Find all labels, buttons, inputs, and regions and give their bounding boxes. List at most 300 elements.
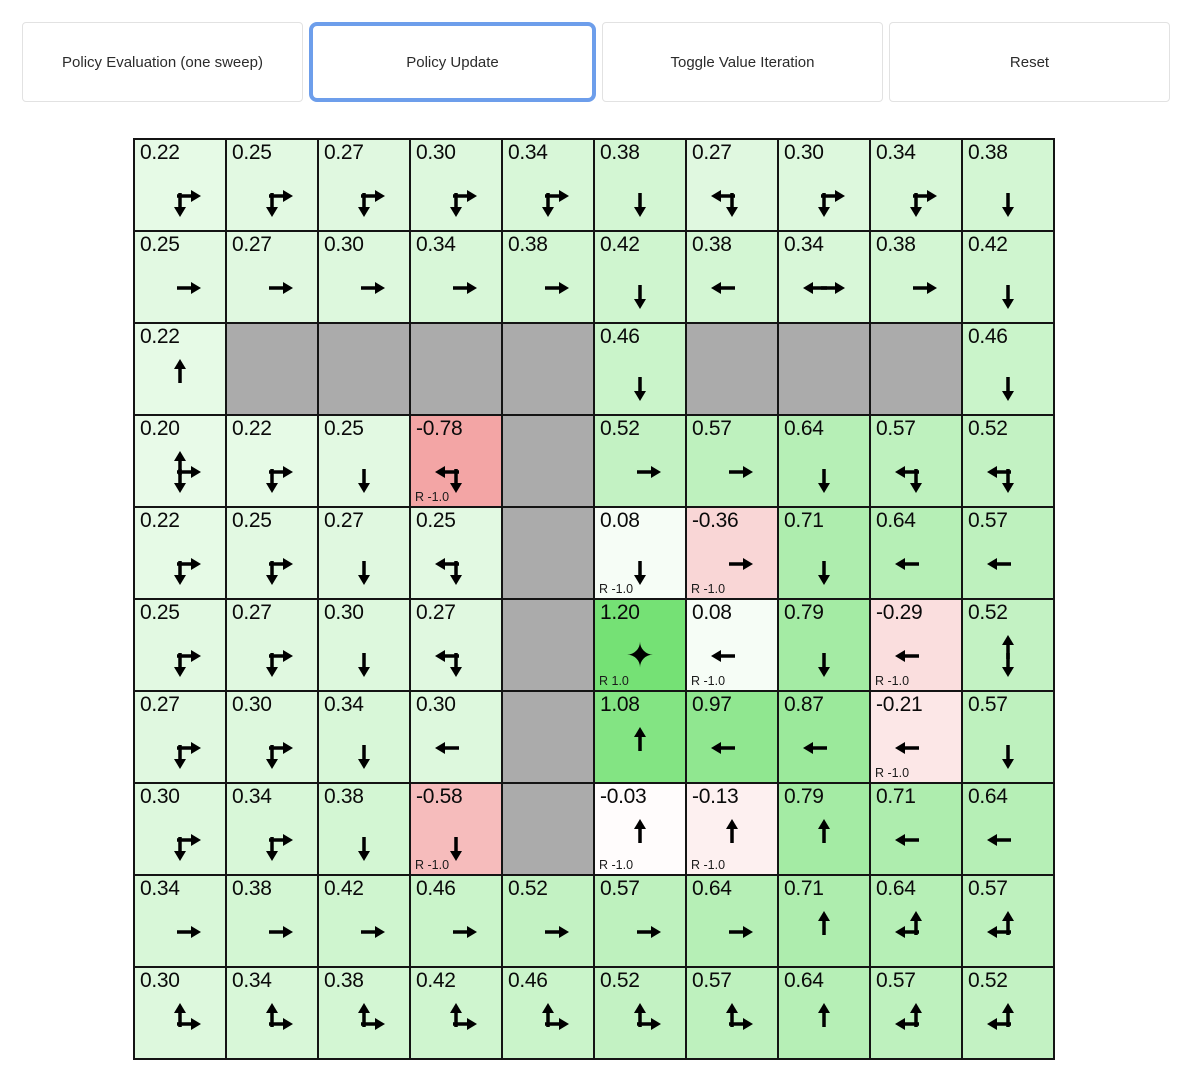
- policy-arrows: [871, 806, 961, 874]
- cell-value: 0.57: [968, 509, 1008, 532]
- policy-arrow-icon: [340, 264, 388, 312]
- policy-arrow-icon: [708, 448, 756, 496]
- cell-value: 0.57: [968, 877, 1008, 900]
- policy-arrow-icon: [892, 172, 940, 220]
- policy-evaluation-button[interactable]: Policy Evaluation (one sweep): [22, 22, 303, 102]
- policy-arrow-icon: [432, 264, 480, 312]
- policy-arrows: [503, 990, 593, 1058]
- policy-arrow-icon: [616, 724, 664, 772]
- grid-cell: [870, 967, 962, 1059]
- policy-arrows: [319, 622, 409, 690]
- policy-arrow-icon: [984, 632, 1032, 680]
- policy-arrows: [871, 438, 961, 506]
- cell-value: 0.46: [600, 325, 640, 348]
- cell-value: 0.46: [416, 877, 456, 900]
- cell-value: 0.30: [140, 785, 180, 808]
- grid-cell: [594, 691, 686, 783]
- policy-arrows: [319, 806, 409, 874]
- policy-arrows: [779, 898, 869, 966]
- policy-arrow-icon: [616, 908, 664, 956]
- grid-cell: [226, 231, 318, 323]
- policy-arrow-icon: [340, 908, 388, 956]
- policy-arrow-icon: [432, 1000, 480, 1048]
- grid-cell: [870, 139, 962, 231]
- policy-arrow-icon: [984, 540, 1032, 588]
- policy-arrow-icon: [524, 1000, 572, 1048]
- grid-cell: [318, 875, 410, 967]
- grid-cell: [962, 507, 1054, 599]
- policy-arrows: [779, 254, 869, 322]
- wall-cell: [502, 599, 594, 691]
- policy-arrow-icon: [616, 356, 664, 404]
- policy-arrows: [411, 990, 501, 1058]
- cell-value: 0.34: [784, 233, 824, 256]
- cell-value: 0.30: [140, 969, 180, 992]
- policy-arrow-icon: [156, 448, 204, 496]
- policy-arrows: [503, 162, 593, 230]
- policy-arrow-icon: [800, 816, 848, 864]
- policy-arrows: [963, 990, 1053, 1058]
- policy-arrow-icon: [892, 908, 940, 956]
- cell-value: 0.08: [692, 601, 732, 624]
- cell-value: 0.30: [324, 601, 364, 624]
- grid-cell: [870, 415, 962, 507]
- policy-arrows: [595, 438, 685, 506]
- policy-arrow-icon: [156, 724, 204, 772]
- policy-arrow-icon: [800, 264, 848, 312]
- policy-arrows: [779, 714, 869, 782]
- policy-arrows: [227, 714, 317, 782]
- grid-cell: [686, 783, 778, 875]
- grid-cell: [870, 231, 962, 323]
- cell-value: 0.27: [232, 233, 272, 256]
- grid-cell: [318, 599, 410, 691]
- cell-value: 0.71: [784, 509, 824, 532]
- cell-reward-label: R 1.0: [599, 674, 629, 688]
- policy-arrow-icon: [616, 264, 664, 312]
- cell-value: 0.52: [968, 601, 1008, 624]
- policy-arrows: [687, 898, 777, 966]
- policy-arrows: [963, 530, 1053, 598]
- policy-arrows: [411, 714, 501, 782]
- grid-cell: [410, 599, 502, 691]
- policy-arrows: [411, 622, 501, 690]
- wall-cell: [870, 323, 962, 415]
- value-grid: [133, 138, 1055, 1060]
- policy-arrows: [319, 254, 409, 322]
- policy-arrow-icon: [892, 264, 940, 312]
- grid-cell: [686, 599, 778, 691]
- policy-arrows: [319, 530, 409, 598]
- policy-arrows: [687, 438, 777, 506]
- grid-cell: [226, 139, 318, 231]
- policy-arrow-icon: [800, 632, 848, 680]
- policy-arrow-icon: [156, 816, 204, 864]
- grid-cell: [594, 139, 686, 231]
- policy-arrows: [595, 898, 685, 966]
- policy-arrows: [319, 990, 409, 1058]
- cell-reward-label: R -1.0: [415, 858, 450, 872]
- grid-cell: [134, 691, 226, 783]
- grid-cell: [502, 231, 594, 323]
- cell-value: 0.34: [232, 969, 272, 992]
- cell-value: 0.22: [140, 509, 180, 532]
- policy-update-button[interactable]: Policy Update: [309, 22, 596, 102]
- policy-arrows: [319, 162, 409, 230]
- policy-arrow-icon: [524, 908, 572, 956]
- cell-value: 0.46: [968, 325, 1008, 348]
- grid-cell: [870, 691, 962, 783]
- policy-arrow-icon: [616, 1000, 664, 1048]
- grid-cell: [134, 507, 226, 599]
- policy-arrows: [963, 438, 1053, 506]
- cell-value: 0.38: [508, 233, 548, 256]
- policy-arrows: [411, 898, 501, 966]
- grid-cell: [226, 967, 318, 1059]
- cell-value: 0.38: [692, 233, 732, 256]
- policy-arrow-icon: [892, 1000, 940, 1048]
- policy-arrows: [871, 254, 961, 322]
- policy-arrow-icon: [156, 540, 204, 588]
- cell-value: 0.27: [324, 141, 364, 164]
- policy-arrow-icon: [708, 540, 756, 588]
- grid-cell: [778, 875, 870, 967]
- grid-cell: [502, 139, 594, 231]
- policy-arrows: [135, 162, 225, 230]
- grid-cell: [410, 415, 502, 507]
- policy-arrows: [595, 990, 685, 1058]
- cell-value: 0.22: [140, 325, 180, 348]
- grid-cell: [686, 231, 778, 323]
- grid-cell: [594, 783, 686, 875]
- policy-arrow-icon: [248, 264, 296, 312]
- grid-cell: [410, 231, 502, 323]
- cell-value: -0.13: [692, 785, 739, 808]
- grid-cell: [594, 875, 686, 967]
- policy-arrows: [319, 438, 409, 506]
- policy-arrow-icon: [892, 632, 940, 680]
- cell-value: 0.42: [416, 969, 456, 992]
- policy-arrow-icon: [892, 448, 940, 496]
- policy-arrow-icon: [340, 448, 388, 496]
- policy-arrow-icon: [616, 816, 664, 864]
- cell-value: 0.38: [324, 969, 364, 992]
- cell-value: 0.79: [784, 785, 824, 808]
- cell-value: -0.36: [692, 509, 739, 532]
- grid-cell: [962, 691, 1054, 783]
- grid-cell: [226, 875, 318, 967]
- policy-arrow-icon: [984, 356, 1032, 404]
- policy-arrow-icon: [800, 724, 848, 772]
- policy-arrows: [227, 530, 317, 598]
- policy-arrow-icon: [340, 540, 388, 588]
- cell-value: 0.22: [140, 141, 180, 164]
- cell-value: 0.25: [232, 509, 272, 532]
- cell-value: 0.38: [324, 785, 364, 808]
- policy-arrows: [135, 990, 225, 1058]
- cell-value: -0.29: [876, 601, 923, 624]
- policy-arrow-icon: [708, 1000, 756, 1048]
- policy-arrows: [963, 806, 1053, 874]
- policy-arrows: [227, 254, 317, 322]
- cell-value: -0.78: [416, 417, 463, 440]
- grid-cell: [318, 139, 410, 231]
- cell-value: 0.34: [324, 693, 364, 716]
- grid-cell: [870, 875, 962, 967]
- policy-arrow-icon: [984, 1000, 1032, 1048]
- cell-value: 0.64: [968, 785, 1008, 808]
- cell-reward-label: R -1.0: [691, 674, 726, 688]
- grid-cell: [778, 415, 870, 507]
- grid-cell: [318, 507, 410, 599]
- policy-arrows: [411, 254, 501, 322]
- cell-value: 1.20: [600, 601, 640, 624]
- policy-arrow-icon: [156, 908, 204, 956]
- cell-value: -0.03: [600, 785, 647, 808]
- policy-arrows: [135, 438, 225, 506]
- cell-value: 0.27: [324, 509, 364, 532]
- wall-cell: [502, 415, 594, 507]
- policy-arrow-icon: [156, 356, 204, 404]
- grid-cell: [318, 783, 410, 875]
- policy-arrow-icon: [984, 816, 1032, 864]
- wall-cell: [686, 323, 778, 415]
- cell-value: 0.25: [416, 509, 456, 532]
- policy-arrows: [963, 162, 1053, 230]
- grid-cell: [134, 599, 226, 691]
- policy-arrows: [595, 254, 685, 322]
- cell-value: 0.97: [692, 693, 732, 716]
- policy-arrows: [595, 714, 685, 782]
- cell-value: 0.38: [232, 877, 272, 900]
- policy-arrows: [687, 990, 777, 1058]
- policy-arrow-icon: [708, 816, 756, 864]
- policy-arrow-icon: [800, 172, 848, 220]
- policy-arrow-icon: [892, 816, 940, 864]
- policy-arrow-icon: [340, 632, 388, 680]
- policy-arrows: [779, 806, 869, 874]
- reset-button[interactable]: Reset: [889, 22, 1170, 102]
- policy-arrows: [411, 162, 501, 230]
- cell-value: 0.52: [968, 417, 1008, 440]
- cell-value: 0.27: [232, 601, 272, 624]
- cell-value: 0.25: [140, 601, 180, 624]
- cell-value: 0.57: [692, 969, 732, 992]
- grid-cell: [962, 599, 1054, 691]
- cell-value: 0.34: [876, 141, 916, 164]
- policy-arrows: [963, 714, 1053, 782]
- policy-arrow-icon: [984, 264, 1032, 312]
- policy-arrow-icon: [340, 724, 388, 772]
- policy-arrow-icon: [800, 448, 848, 496]
- policy-arrows: [227, 622, 317, 690]
- policy-arrows: [963, 254, 1053, 322]
- cell-value: 0.57: [600, 877, 640, 900]
- cell-value: 0.79: [784, 601, 824, 624]
- grid-cell: [962, 875, 1054, 967]
- cell-value: 0.64: [876, 509, 916, 532]
- grid-cell: [686, 967, 778, 1059]
- wall-cell: [318, 323, 410, 415]
- policy-arrows: [503, 898, 593, 966]
- grid-cell: [226, 691, 318, 783]
- policy-arrows: [227, 990, 317, 1058]
- cell-value: 0.52: [600, 417, 640, 440]
- cell-value: 0.71: [784, 877, 824, 900]
- grid-cell: [594, 231, 686, 323]
- policy-arrow-icon: [984, 908, 1032, 956]
- cell-value: -0.21: [876, 693, 923, 716]
- policy-arrows: [135, 622, 225, 690]
- cell-value: 0.34: [140, 877, 180, 900]
- grid-cell: [778, 507, 870, 599]
- cell-value: 0.71: [876, 785, 916, 808]
- grid-cell: [318, 691, 410, 783]
- cell-reward-label: R -1.0: [691, 582, 726, 596]
- policy-arrow-icon: [800, 1000, 848, 1048]
- cell-value: 0.22: [232, 417, 272, 440]
- grid-cell: [226, 415, 318, 507]
- cell-reward-label: R -1.0: [599, 582, 634, 596]
- grid-cell: [318, 231, 410, 323]
- cell-value: 0.52: [968, 969, 1008, 992]
- cell-value: -0.58: [416, 785, 463, 808]
- policy-arrows: [963, 622, 1053, 690]
- toggle-value-iteration-button[interactable]: Toggle Value Iteration: [602, 22, 883, 102]
- policy-arrows: [135, 714, 225, 782]
- grid-cell: [686, 691, 778, 783]
- policy-arrow-icon: [248, 448, 296, 496]
- policy-arrows: [227, 898, 317, 966]
- cell-value: 0.38: [600, 141, 640, 164]
- grid-cell: [226, 599, 318, 691]
- policy-arrows: [687, 162, 777, 230]
- cell-reward-label: R -1.0: [875, 766, 910, 780]
- grid-cell: [778, 691, 870, 783]
- cell-value: 0.27: [692, 141, 732, 164]
- policy-arrows: [135, 530, 225, 598]
- wall-cell: [502, 783, 594, 875]
- cell-value: 0.52: [508, 877, 548, 900]
- cell-value: 0.38: [876, 233, 916, 256]
- policy-arrow-icon: [156, 632, 204, 680]
- cell-value: 0.87: [784, 693, 824, 716]
- goal-marker-icon: ✦: [625, 637, 655, 675]
- policy-arrows: [687, 254, 777, 322]
- policy-arrow-icon: [616, 172, 664, 220]
- wall-cell: [502, 323, 594, 415]
- grid-cell: [134, 967, 226, 1059]
- cell-value: 0.30: [416, 141, 456, 164]
- grid-cell: [226, 783, 318, 875]
- cell-value: 0.25: [232, 141, 272, 164]
- policy-arrow-icon: [432, 540, 480, 588]
- grid-cell: [318, 967, 410, 1059]
- grid-cell: [410, 507, 502, 599]
- policy-arrow-icon: [248, 816, 296, 864]
- grid-cell: [686, 875, 778, 967]
- grid-cell: [870, 507, 962, 599]
- grid-cell: [410, 967, 502, 1059]
- cell-value: 0.30: [232, 693, 272, 716]
- policy-arrows: [779, 990, 869, 1058]
- cell-value: 0.25: [140, 233, 180, 256]
- grid-cell: [502, 967, 594, 1059]
- policy-arrows: [871, 162, 961, 230]
- policy-arrow-icon: [340, 172, 388, 220]
- policy-arrow-icon: [984, 724, 1032, 772]
- grid-cell: [870, 599, 962, 691]
- cell-value: 0.27: [140, 693, 180, 716]
- policy-arrows: [227, 806, 317, 874]
- cell-value: 0.42: [324, 877, 364, 900]
- cell-value: 0.27: [416, 601, 456, 624]
- policy-arrows: [595, 162, 685, 230]
- policy-arrow-icon: [156, 264, 204, 312]
- policy-arrow-icon: [708, 264, 756, 312]
- grid-cell: [778, 139, 870, 231]
- cell-value: 0.30: [784, 141, 824, 164]
- grid-cell: [962, 415, 1054, 507]
- cell-reward-label: R -1.0: [415, 490, 450, 504]
- policy-arrow-icon: [248, 724, 296, 772]
- cell-value: 0.42: [600, 233, 640, 256]
- policy-arrow-icon: [892, 540, 940, 588]
- grid-cell: [502, 875, 594, 967]
- policy-arrow-icon: [432, 448, 480, 496]
- policy-arrows: [595, 346, 685, 414]
- policy-arrow-icon: [524, 172, 572, 220]
- grid-cell: [410, 139, 502, 231]
- policy-arrows: [319, 714, 409, 782]
- cell-value: 0.08: [600, 509, 640, 532]
- cell-value: 0.57: [692, 417, 732, 440]
- policy-arrows: [227, 162, 317, 230]
- policy-arrow-icon: [708, 632, 756, 680]
- cell-value: 0.57: [876, 969, 916, 992]
- cell-value: 0.57: [968, 693, 1008, 716]
- wall-cell: [778, 323, 870, 415]
- grid-cell: [962, 231, 1054, 323]
- grid-cell: [318, 415, 410, 507]
- wall-cell: [226, 323, 318, 415]
- policy-arrows: [503, 254, 593, 322]
- policy-arrow-icon: [248, 632, 296, 680]
- grid-cell: [134, 231, 226, 323]
- policy-arrow-icon: [248, 172, 296, 220]
- wall-cell: [502, 507, 594, 599]
- grid-cell: [410, 783, 502, 875]
- cell-value: 0.30: [416, 693, 456, 716]
- policy-arrows: [963, 346, 1053, 414]
- cell-value: 0.42: [968, 233, 1008, 256]
- cell-value: 0.38: [968, 141, 1008, 164]
- policy-arrow-icon: [248, 540, 296, 588]
- policy-arrows: [779, 438, 869, 506]
- cell-value: 0.25: [324, 417, 364, 440]
- grid-cell: [778, 967, 870, 1059]
- policy-arrow-icon: [432, 724, 480, 772]
- policy-arrow-icon: [248, 1000, 296, 1048]
- policy-arrow-icon: [156, 172, 204, 220]
- cell-value: 0.64: [876, 877, 916, 900]
- gridworld-container: [133, 138, 1192, 1060]
- cell-value: 0.20: [140, 417, 180, 440]
- cell-value: 1.08: [600, 693, 640, 716]
- goal-cell: [594, 599, 686, 691]
- cell-reward-label: R -1.0: [599, 858, 634, 872]
- policy-arrow-icon: [984, 448, 1032, 496]
